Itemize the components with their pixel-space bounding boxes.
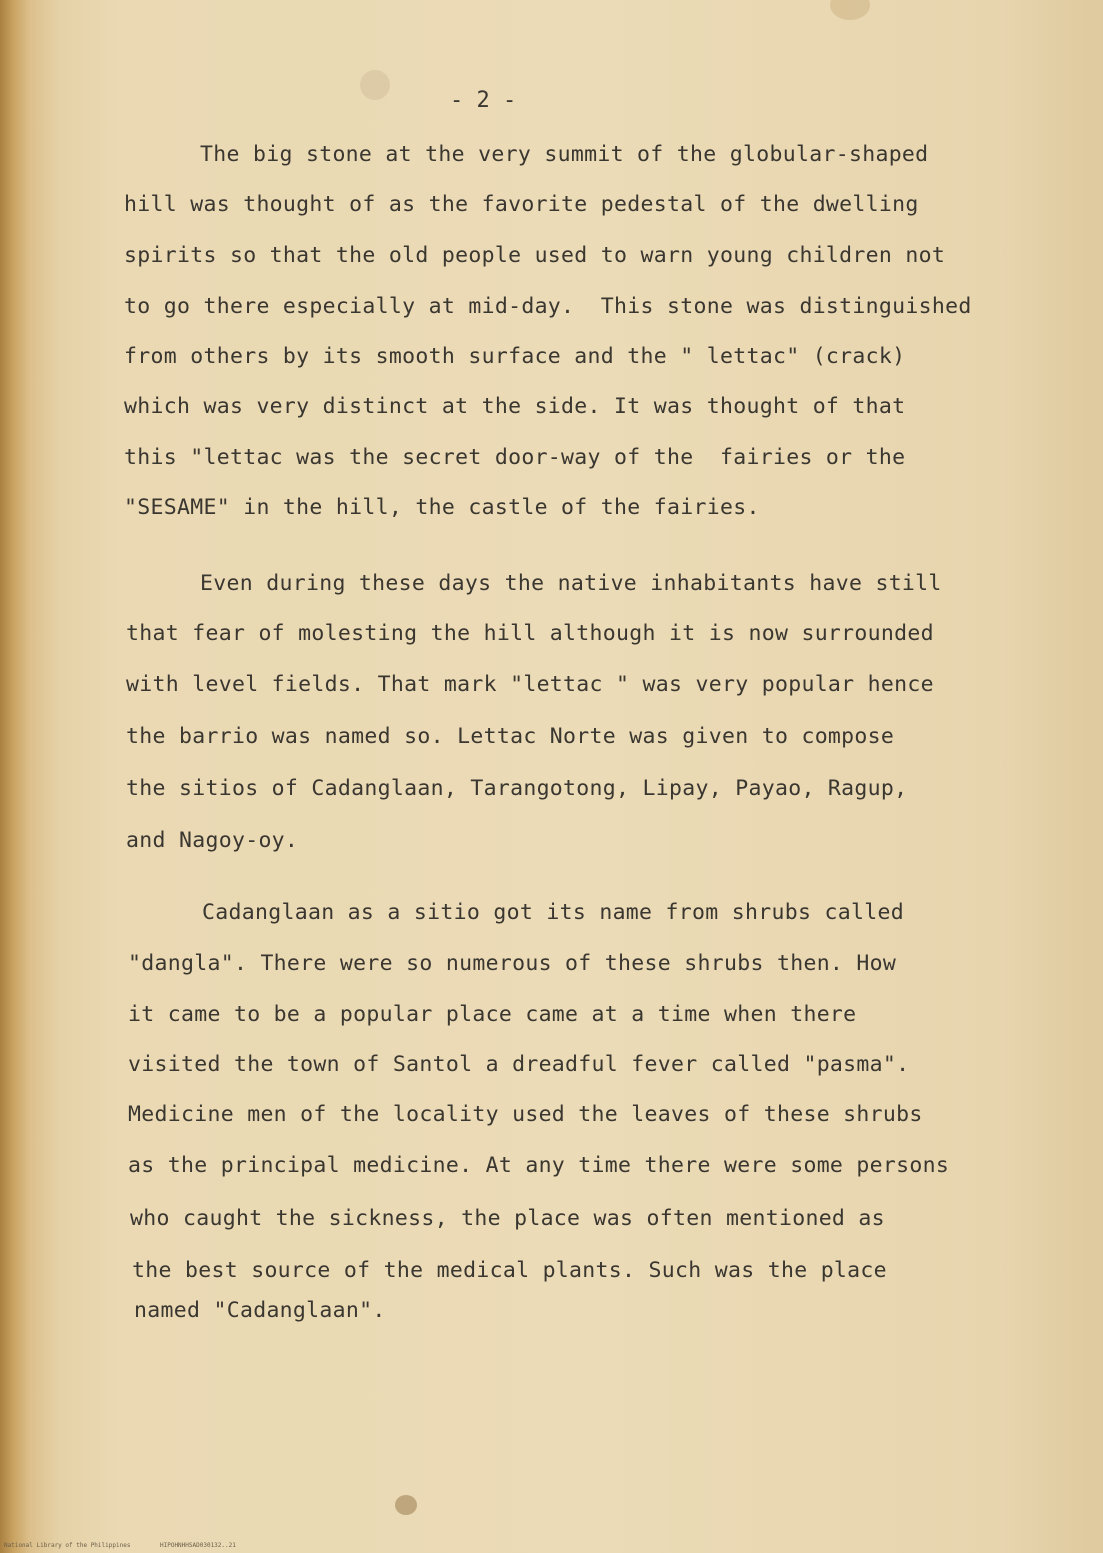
footer-id: HIPOHNHHSAD030132..21 [160,1542,236,1549]
text-line: Cadanglaan as a sitio got its name from shrubs called [202,900,904,925]
text-line: that fear of molesting the hill although it is now surrounded [126,621,934,646]
text-line: and Nagoy-oy. [126,828,299,853]
text-line: this "lettac was the secret door-way of the fairies or the [124,445,906,470]
text-line: The big stone at the very summit of the globular-shaped [200,142,929,167]
text-line: the barrio was named so. Lettac Norte was given to compose [126,724,895,749]
text-line: Medicine men of the locality used the leaves of these shrubs [128,1102,923,1127]
text-line: the sitios of Cadanglaan, Tarangotong, Lipay, Payao, Ragup, [126,776,908,801]
text-line: "SESAME" in the hill, the castle of the fairies. [124,495,760,520]
text-line: who caught the sickness, the place was often mentioned as [130,1206,885,1231]
text-line: spirits so that the old people used to warn young children not [124,243,946,268]
text-line: as the principal medicine. At any time there were some persons [128,1153,950,1178]
text-line: to go there especially at mid-day. This stone was distinguished [124,294,972,319]
text-line: the best source of the medical plants. Such was the place [132,1258,887,1283]
footer-source: National Library of the Philippines [4,1542,131,1549]
page-number: - 2 - [450,88,517,113]
text-line: Even during these days the native inhabitants have still [200,571,942,596]
text-line: it came to be a popular place came at a time when there [128,1002,857,1027]
text-line: with level fields. That mark "lettac " was very popular hence [126,672,934,697]
paper-stain [360,70,390,100]
text-line: which was very distinct at the side. It was thought of that [124,394,906,419]
text-line: from others by its smooth surface and the " lettac" (crack) [124,344,906,369]
paper-stain [830,0,870,20]
text-line: hill was thought of as the favorite pedestal of the dwelling [124,192,919,217]
text-line: "dangla". There were so numerous of these shrubs then. How [128,951,897,976]
paper-stain [395,1495,417,1515]
text-line: visited the town of Santol a dreadful fever called "pasma". [128,1052,910,1077]
text-line: named "Cadanglaan". [134,1298,386,1323]
